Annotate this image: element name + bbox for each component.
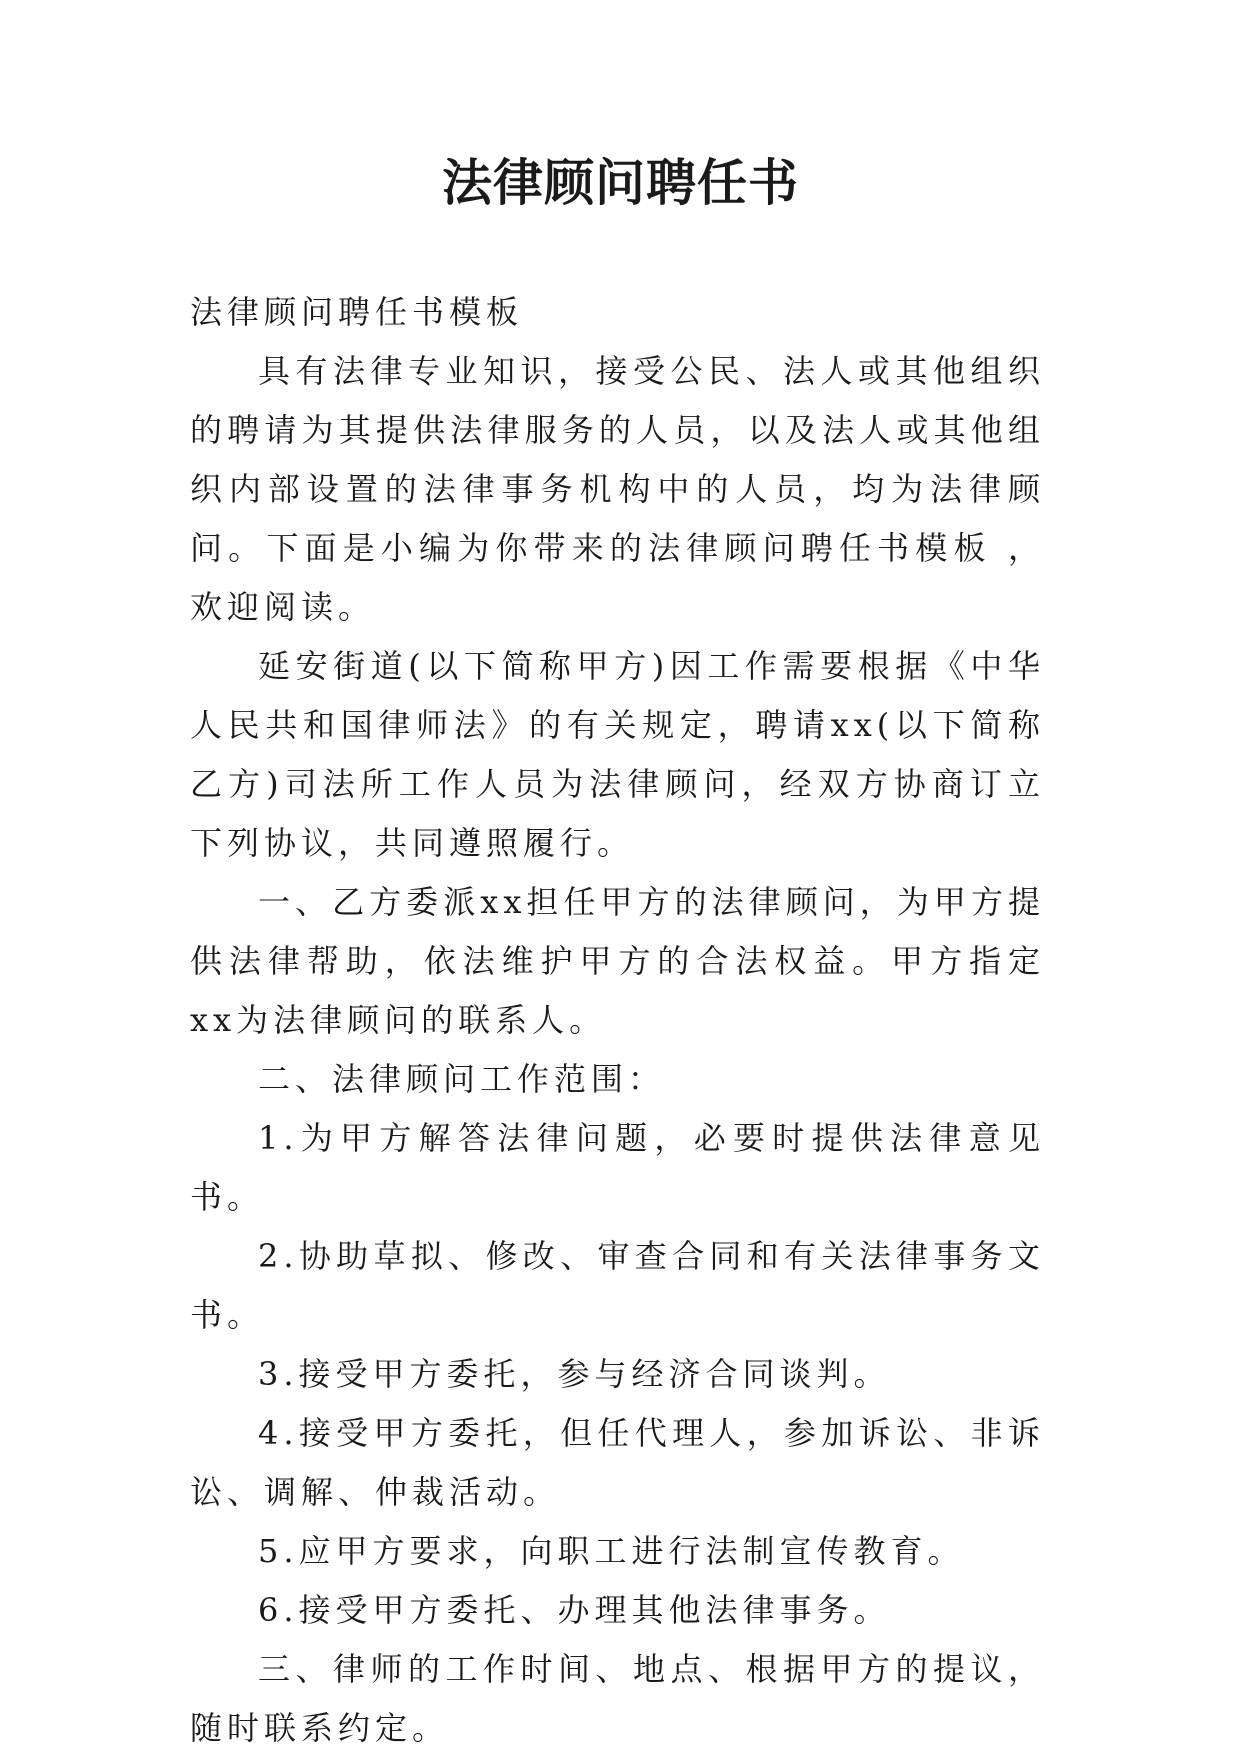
paragraph-intro: 具有法律专业知识，接受公民、法人或其他组织的聘请为其提供法律服务的人员，以及法人或其他组织内部设置的法律事务机构中的人员，均为法律顾问。下面是小编为你带来的法律顾问聘任书模板 ，欢迎阅读。 xyxy=(190,352,1045,626)
paragraph-clause-1: 一、乙方委派xx担任甲方的法律顾问，为甲方提供法律帮助，依法维护甲方的合法权益。甲方指定xx为法律顾问的联系人。 xyxy=(190,883,1045,1039)
list-item-2: 2.协助草拟、修改、审查合同和有关法律事务文书。 xyxy=(190,1237,1045,1334)
document-body xyxy=(190,283,1045,1758)
document-title: 法律顾问聘任书 xyxy=(442,153,799,212)
list-item-6: 6.接受甲方委托、办理其他法律事务。 xyxy=(258,1591,891,1629)
list-item-3: 3.接受甲方委托，参与经济合同谈判。 xyxy=(258,1355,891,1393)
list-item-1: 1.为甲方解答法律问题，必要时提供法律意见书。 xyxy=(190,1119,1045,1216)
list-item-4: 4.接受甲方委托，但任代理人，参加诉讼、非诉讼、调解、仲裁活动。 xyxy=(190,1414,1045,1511)
paragraph-clause-3: 三、律师的工作时间、地点、根据甲方的提议，随时联系约定。 xyxy=(190,1650,1045,1747)
paragraph-clause-2-heading: 二、法律顾问工作范围： xyxy=(258,1060,666,1098)
document-subtitle: 法律顾问聘任书模板 xyxy=(190,293,524,331)
paragraph-preamble: 延安街道(以下简称甲方)因工作需要根据《中华人民共和国律师法》的有关规定，聘请xx(以下简称乙方)司法所工作人员为法律顾问，经双方协商订立下列协议，共同遵照履行。 xyxy=(190,647,1045,862)
list-item-5: 5.应甲方要求，向职工进行法制宣传教育。 xyxy=(258,1532,965,1570)
